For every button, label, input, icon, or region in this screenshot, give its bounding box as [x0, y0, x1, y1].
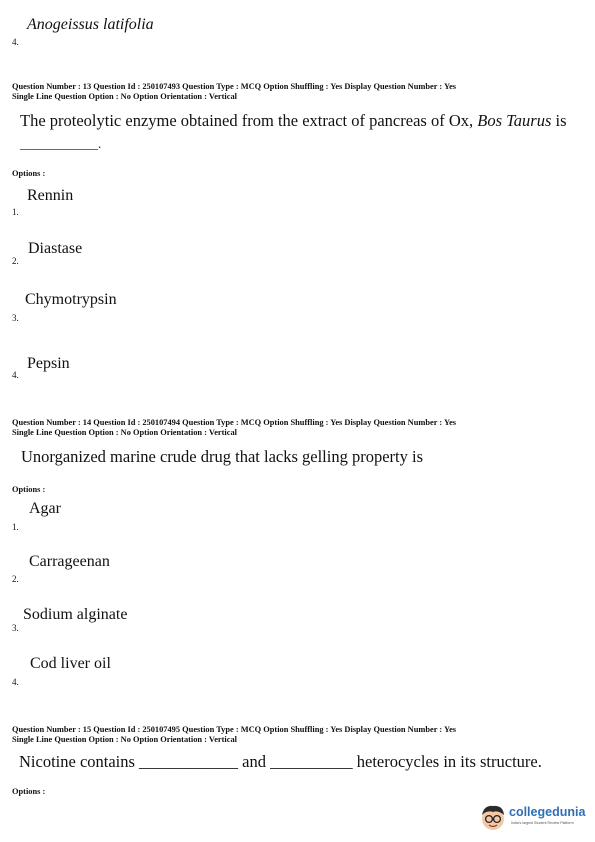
option-number: 4. [12, 677, 19, 687]
option-text: Cod liver oil [30, 655, 111, 672]
question-15-header [12, 725, 456, 744]
option-number: 1. [12, 522, 19, 532]
logo-tagline: India's largest Student Review Platform [511, 821, 574, 825]
stem-text: The proteolytic enzyme obtained from the extract of pancreas of Ox, [20, 111, 478, 130]
mascot-icon [478, 802, 508, 832]
question-13-blank: ____________. [20, 136, 102, 151]
option-number: 2. [12, 574, 19, 584]
option-number: 3. [12, 623, 19, 633]
option-number: 1. [12, 207, 19, 217]
stem-italic-text: Bos Taurus [477, 111, 552, 130]
logo-text: collegedunia [509, 805, 586, 819]
option-text: Rennin [27, 187, 74, 204]
question-header-line: Single Line Question Option : No Option Orientation : Vertical [12, 734, 237, 744]
question-14-stem: Unorganized marine crude drug that lacks gelling property is [21, 447, 423, 466]
question-15-stem: Nicotine contains ____________ and __________ heterocycles in its structure. [19, 752, 542, 771]
question-header-line: Single Line Question Option : No Option Orientation : Vertical [12, 427, 237, 437]
option-text: Anogeissus latifolia [27, 16, 154, 33]
option-text: Diastase [28, 240, 83, 257]
option-text: Sodium alginate [23, 606, 128, 623]
option-number: 4. [12, 37, 19, 47]
collegedunia-logo [478, 800, 590, 834]
option-text: Pepsin [27, 355, 70, 372]
option-number: 4. [12, 370, 19, 380]
question-header-line: Single Line Question Option : No Option Orientation : Vertical [12, 91, 237, 101]
option-text: Chymotrypsin [25, 291, 117, 308]
question-header-line: Question Number : 14 Question Id : 250107494 Question Type : MCQ Option Shuffling : Yes Display Question Number : Yes [12, 418, 457, 427]
question-header-line: Question Number : 15 Question Id : 250107495 Question Type : MCQ Option Shuffling : Yes Display Question Number : Yes [12, 725, 457, 734]
option-number: 3. [12, 313, 19, 323]
question-13-header [12, 82, 456, 101]
options-label: Options : [12, 485, 46, 494]
option-number: 2. [12, 256, 19, 266]
question-13-stem [20, 111, 567, 131]
stem-text: is [551, 111, 567, 130]
question-14-header [12, 418, 456, 437]
options-label: Options : [12, 169, 46, 178]
options-label: Options : [12, 787, 46, 796]
question-header-line: Question Number : 13 Question Id : 250107493 Question Type : MCQ Option Shuffling : Yes Display Question Number : Yes [12, 82, 457, 91]
option-text: Agar [29, 500, 61, 517]
option-text: Carrageenan [29, 553, 110, 570]
